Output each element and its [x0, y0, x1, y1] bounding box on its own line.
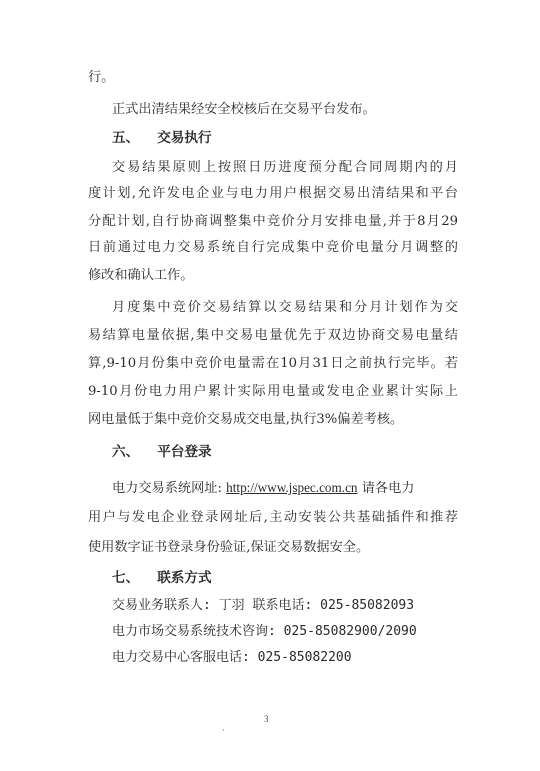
- paragraph-line: 日前通过电力交易系统自行完成集中竞价电量分月调整的: [88, 240, 458, 255]
- url-label: 电力交易系统网址:: [112, 481, 222, 496]
- paragraph-line: 分配计划,自行协商调整集中竞价分月安排电量,并于8月29: [88, 214, 458, 229]
- contact-line-tech: 电力市场交易系统技术咨询: 025-85082900/2090: [112, 624, 417, 639]
- paragraph-line: 行。: [88, 70, 115, 85]
- paragraph-line: 度计划,允许发电企业与电力用户根据交易出清结果和平台: [88, 186, 458, 201]
- paragraph-line: 易结算电量依据,集中交易电量优先于双边协商交易电量结: [88, 328, 458, 343]
- section-number: 七、: [112, 570, 140, 586]
- paragraph-line: 用户与发电企业登录网址后,主动安装公共基础插件和推荐: [88, 510, 458, 525]
- paragraph-line: 使用数字证书登录身份验证,保证交易数据安全。: [88, 540, 370, 555]
- section-heading-5: [112, 128, 212, 148]
- platform-url-link[interactable]: http://www.jspec.com.cn: [226, 480, 358, 495]
- section-title: 平台登录: [157, 444, 212, 460]
- section-title: 联系方式: [157, 570, 212, 586]
- paragraph-line: 网电量低于集中竞价交易成交电量,执行3%偏差考核。: [88, 412, 404, 427]
- section-number: 五、: [112, 130, 140, 146]
- footer-mark: ·: [222, 726, 225, 736]
- page-number: 3: [264, 714, 269, 724]
- paragraph-line: 修改和确认工作。: [88, 268, 194, 283]
- paragraph-line: 交易结果原则上按照日历进度预分配合同周期内的月: [112, 160, 458, 175]
- section-heading-6: [112, 442, 212, 462]
- paragraph-line: 算,9-10月份集中竞价电量需在10月31日之前执行完毕。若: [88, 356, 458, 371]
- section-title: 交易执行: [157, 130, 212, 146]
- paragraph-line: 正式出清结果经安全校核后在交易平台发布。: [112, 102, 376, 117]
- section-heading-7: [112, 568, 212, 588]
- section-number: 六、: [112, 444, 140, 460]
- paragraph-line: 月度集中竞价交易结算以交易结果和分月计划作为交: [112, 300, 458, 315]
- contact-line-service: 电力交易中心客服电话: 025-85082200: [112, 650, 352, 665]
- url-trailing-text: 请各电力: [361, 481, 415, 496]
- paragraph-line: 9-10月份电力用户累计实际用电量或发电企业累计实际上: [88, 384, 458, 399]
- contact-line-business: 交易业务联系人: 丁羽 联系电话: 025-85082093: [112, 598, 415, 613]
- paragraph-line-url: [112, 478, 458, 499]
